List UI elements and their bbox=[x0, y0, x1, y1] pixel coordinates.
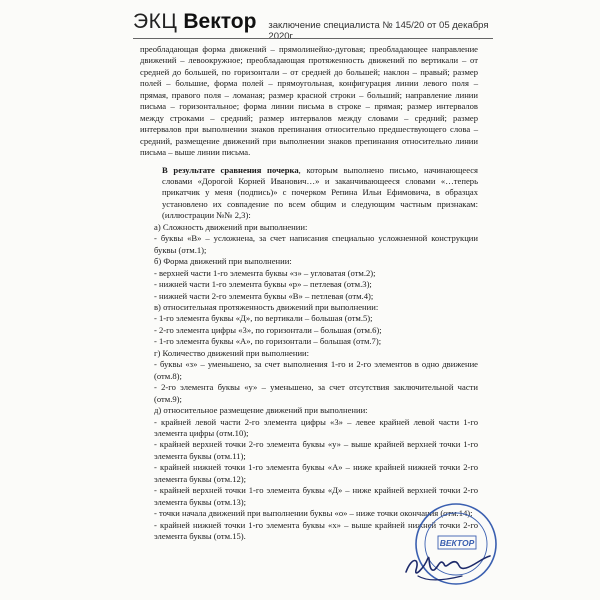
logo-prefix: ЭКЦ bbox=[133, 10, 178, 33]
result-text: , которым выполнено письмо, начинающееся словами «Дорогой Корней Иванович…» и заканчивающееся словами «…теперь прикатчик у меня (подпись)» с почерком Репина Ильи Ефимовича, в образцах установлено их совпадение по всем общим и следующим частным признакам: (иллюстрации №№ 2,3): bbox=[162, 164, 478, 221]
feature-item: - нижней части 1-го элемента буквы «р» – петлевая (отм.3); bbox=[154, 279, 372, 290]
result-paragraph bbox=[140, 165, 478, 222]
feature-item: - 2-го элемента буквы «у» – уменьшено, за счет отсутствия заключительной части (отм.9); bbox=[154, 382, 478, 404]
logo-name: Вектор bbox=[183, 10, 257, 33]
feature-item: а) Сложность движений при выполнении: bbox=[154, 221, 308, 232]
feature-item: - крайней верхней точки 2-го элемента буквы «у» – выше крайней верхней точки 1-го элемента буквы (отм.11); bbox=[154, 439, 478, 461]
stamp-seal bbox=[416, 504, 496, 584]
feature-item: - точки начала движений при выполнении буквы «о» – ниже точки окончания (отм.14); bbox=[154, 508, 473, 519]
official-stamp bbox=[398, 498, 508, 590]
feature-item: г) Количество движений при выполнении: bbox=[154, 347, 310, 358]
document-body bbox=[140, 44, 478, 542]
feature-item: - крайней нижней точки 1-го элемента буквы «А» – ниже крайней нижней точки 2-го элемента буквы (отм.12); bbox=[154, 462, 478, 484]
result-heading: В результате сравнения почерка bbox=[162, 164, 299, 175]
feature-list bbox=[140, 222, 478, 543]
header-divider bbox=[133, 38, 493, 39]
feature-item: - нижней части 2-го элемента буквы «В» – петлевая (отм.4); bbox=[154, 290, 374, 301]
feature-item: д) относительное размещение движений при выполнении: bbox=[154, 405, 368, 416]
letterhead bbox=[133, 10, 513, 42]
feature-item: - верхней части 1-го элемента буквы «з» – угловатая (отм.2); bbox=[154, 267, 376, 278]
document-reference: заключение специалиста № 145/20 от 05 декабря 2020г. bbox=[268, 20, 489, 42]
feature-item: - крайней левой части 2-го элемента цифры «3» – левее крайней левой части 1-го элемента цифры (отм.10); bbox=[154, 416, 478, 438]
feature-item: - крайней нижней точки 1-го элемента буквы «х» – выше крайней нижней точки 2-го элемента буквы (отм.15). bbox=[154, 519, 478, 542]
feature-item: - буквы «з» – уменьшено, за счет выполнения 1-го и 2-го элементов в одно движение (отм.8); bbox=[154, 359, 478, 381]
feature-item: - 2-го элемента цифры «3», по горизонтали – большая (отм.6); bbox=[154, 324, 382, 335]
features-paragraph: преобладающая форма движений – прямолинейно-дуговая; преобладающее направление движений – левоокружное; преобладающая протяженность движений по вертикали – от средней до большей, по горизонтали – от средней до большей; наклон – правый; размер полей – большие, форма полей – прямоугольная, конфигурация линии левого поля – прямая, правого поля – ломаная; размер красной строки – больший; направление линии письма – горизонтальное; форма линии письма в строке – прямая; размер интервалов между строками – средний; размер интервалов между словами – средний; размер интервалов при выполнении знаков препинания относительно предшествующего слова – средний, размещение движений при выполнении знаков препинания относительно линии письма – выше линии письма. bbox=[140, 44, 478, 158]
feature-item: - буквы «В» – усложнена, за счет написания специально усложненной конструкции буквы (отм.1); bbox=[154, 233, 478, 255]
stamp-center-text: ВЕКТОР bbox=[439, 538, 475, 548]
feature-item: - крайней верхней точки 1-го элемента буквы «Д» – ниже крайней верхней точки 2-го элемента буквы (отм.13); bbox=[154, 485, 478, 507]
feature-item: б) Форма движений при выполнении: bbox=[154, 256, 292, 267]
feature-item: в) относительная протяженность движений при выполнении: bbox=[154, 301, 379, 312]
feature-item: - 1-го элемента буквы «А», по горизонтали – большая (отм.7); bbox=[154, 336, 382, 347]
feature-item: - 1-го элемента буквы «Д», по вертикали – большая (отм.5); bbox=[154, 313, 373, 324]
